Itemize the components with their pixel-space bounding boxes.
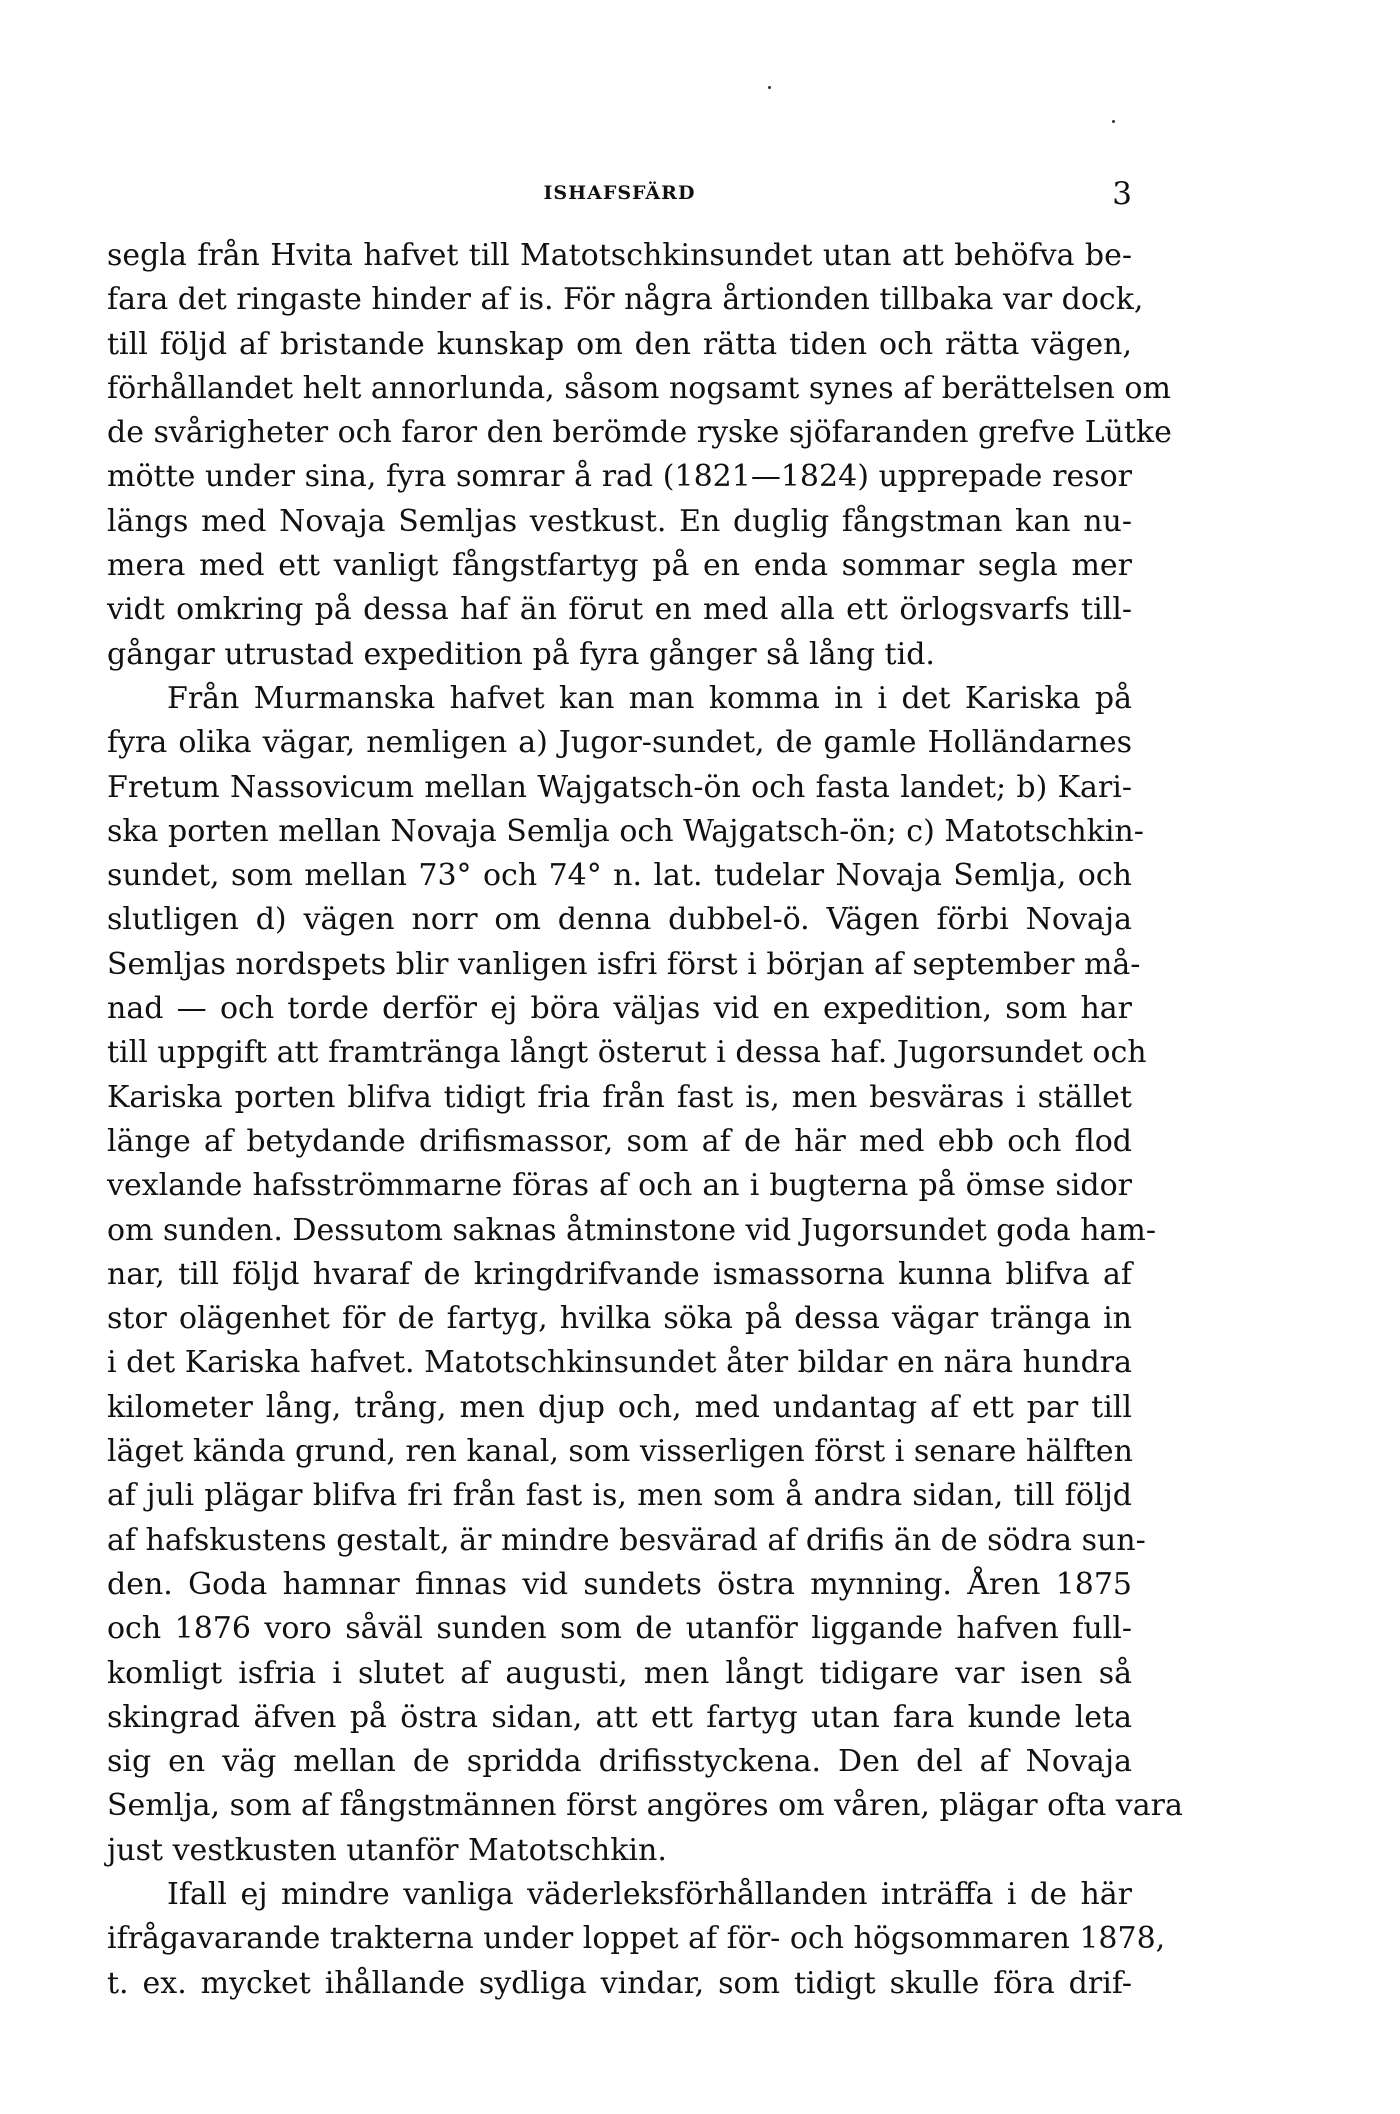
text-line: af hafskustens gestalt, är mindre besvärad af drifis än de södra sun- — [107, 1522, 1146, 1558]
text-line: mera med ett vanligt fångstfartyg på en enda sommar segla mer — [107, 548, 1132, 584]
text-line: sig en väg mellan de spridda drifisstyckena. Den del af Novaja — [107, 1744, 1132, 1780]
text-line: länge af betydande drifismassor, som af de här med ebb och flod — [107, 1123, 1132, 1159]
text-line: Kariska porten blifva tidigt fria från fast is, men besväras i stället — [107, 1079, 1132, 1115]
text-line: komligt isfria i slutet af augusti, men långt tidigare var isen så — [107, 1655, 1132, 1691]
text-line: just vestkusten utanför Matotschkin. — [107, 1832, 667, 1868]
page-number: 3 — [1112, 176, 1132, 212]
text-line: ifrågavarande trakterna under loppet af för- och högsommaren 1878, — [107, 1921, 1166, 1957]
text-line: till följd af bristande kunskap om den rätta tiden och rätta vägen, — [107, 326, 1132, 362]
text-line: de svårigheter och faror den berömde ryske sjöfaranden grefve Lütke — [107, 415, 1172, 451]
text-line: vidt omkring på dessa haf än förut en med alla ett örlogsvarfs till- — [107, 592, 1132, 628]
text-line: vexlande hafsströmmarne föras af och an i bugterna på ömse sidor — [107, 1168, 1132, 1204]
text-line: af juli plägar blifva fri från fast is, men som å andra sidan, till följd — [107, 1478, 1132, 1514]
text-line: förhållandet helt annorlunda, såsom nogsamt synes af berättelsen om — [107, 370, 1171, 406]
text-line: till uppgift att framtränga långt österut i dessa haf. Jugorsundet och — [107, 1035, 1147, 1071]
text-line: sundet, som mellan 73° och 74° n. lat. tudelar Novaja Semlja, och — [107, 858, 1132, 894]
text-line: gångar utrustad expedition på fyra gånger så lång tid. — [107, 636, 935, 672]
body-text — [107, 234, 1183, 2006]
text-line: Ifall ej mindre vanliga väderleksförhållanden inträffa i de här — [167, 1876, 1132, 1912]
text-line: Semljas nordspets blir vanligen isfri först i början af september må- — [107, 946, 1141, 982]
text-line: stor olägenhet för de fartyg, hvilka söka på dessa vägar tränga in — [107, 1301, 1132, 1337]
text-line: nar, till följd hvaraf de kringdrifvande ismassorna kunna blifva af — [107, 1256, 1132, 1292]
text-line: i det Kariska hafvet. Matotschkinsundet åter bildar en nära hundra — [107, 1345, 1132, 1381]
running-title: ISHAFSFÄRD — [543, 182, 696, 204]
text-line: skingrad äfven på östra sidan, att ett fartyg utan fara kunde leta — [107, 1699, 1132, 1735]
text-line: Fretum Nassovicum mellan Wajgatsch-ön och fasta landet; b) Kari- — [107, 769, 1132, 805]
text-line: mötte under sina, fyra somrar å rad (1821—1824) upprepade resor — [107, 459, 1132, 495]
text-line: Semlja, som af fångstmännen först angöres om våren, plägar ofta vara — [107, 1788, 1183, 1824]
text-line: fara det ringaste hinder af is. För några årtionden tillbaka var dock, — [107, 282, 1144, 318]
page-header — [107, 176, 1132, 216]
text-line: nad — och torde derför ej böra väljas vid en expedition, som har — [107, 991, 1132, 1027]
text-line: om sunden. Dessutom saknas åtminstone vid Jugorsundet goda ham- — [107, 1212, 1156, 1248]
text-line: och 1876 voro såväl sunden som de utanför liggande hafven full- — [107, 1611, 1132, 1647]
text-line: den. Goda hamnar finnas vid sundets östra mynning. Åren 1875 — [107, 1566, 1132, 1602]
text-line: kilometer lång, trång, men djup och, med undantag af ett par till — [107, 1389, 1132, 1425]
text-line: slutligen d) vägen norr om denna dubbel-ö. Vägen förbi Novaja — [107, 902, 1132, 938]
text-line: ska porten mellan Novaja Semlja och Wajgatsch-ön; c) Matotschkin- — [107, 813, 1144, 849]
text-line: Från Murmanska hafvet kan man komma in i det Kariska på — [167, 680, 1132, 716]
text-line: segla från Hvita hafvet till Matotschkinsundet utan att behöfva be- — [107, 238, 1132, 273]
text-line: fyra olika vägar, nemligen a) Jugor-sundet, de gamle Holländarnes — [107, 725, 1132, 761]
print-speck — [768, 86, 771, 89]
text-line: läget kända grund, ren kanal, som visserligen först i senare hälften — [107, 1434, 1133, 1470]
text-line: längs med Novaja Semljas vestkust. En duglig fångstman kan nu- — [107, 503, 1132, 539]
text-line: t. ex. mycket ihållande sydliga vindar, som tidigt skulle föra drif- — [107, 1965, 1132, 2001]
print-speck — [1112, 120, 1115, 123]
